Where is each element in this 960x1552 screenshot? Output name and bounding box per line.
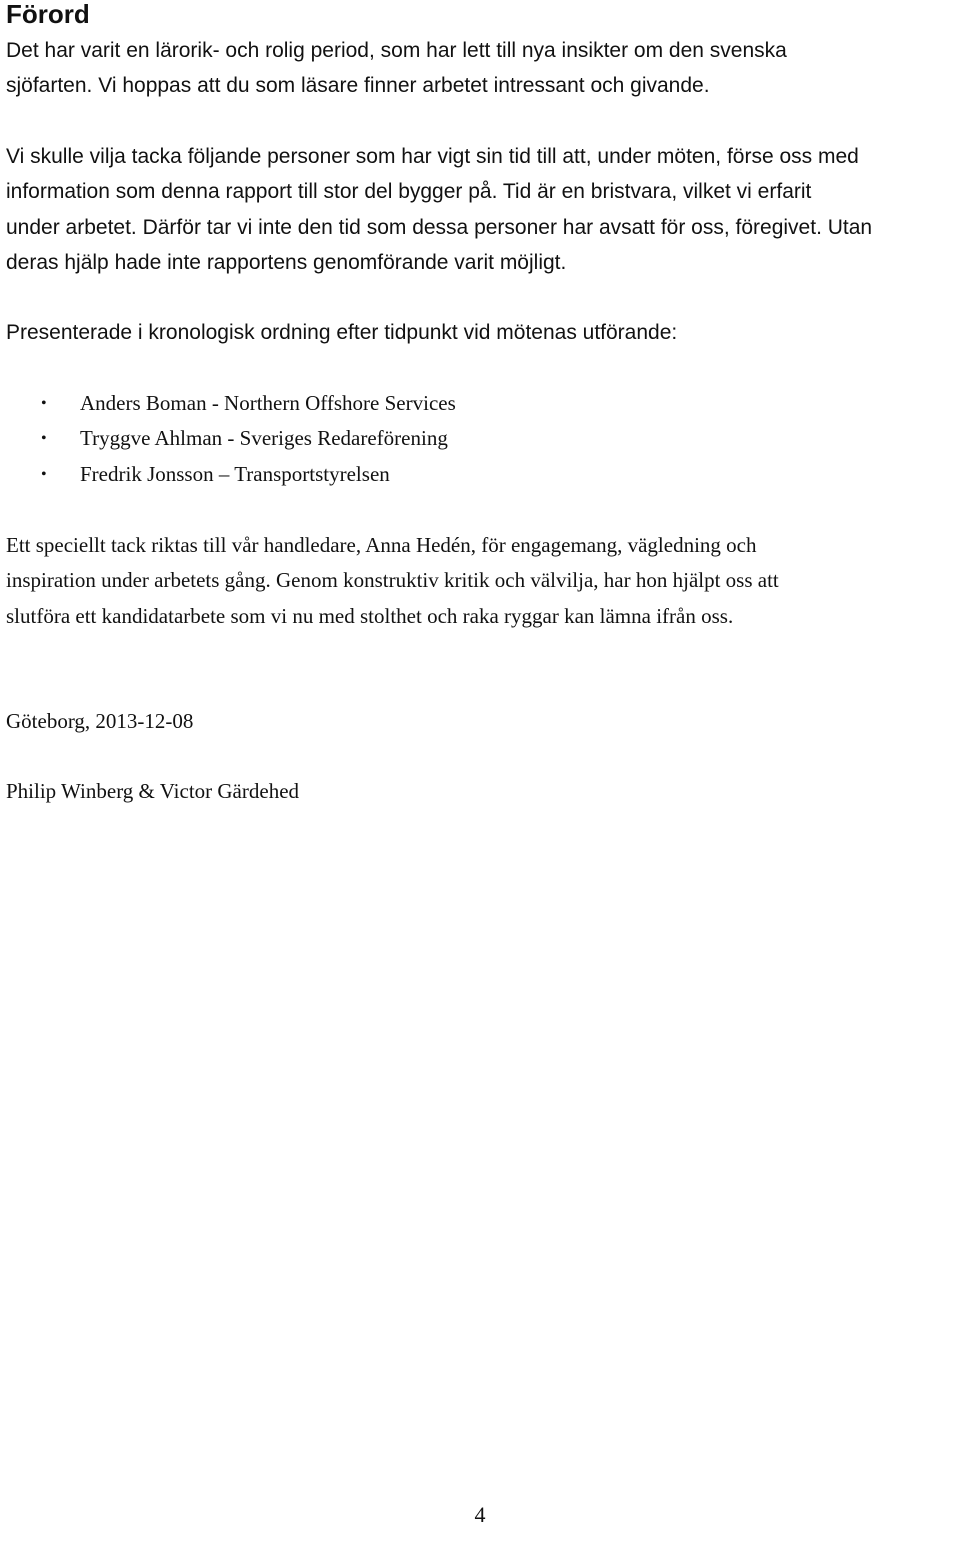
thanks-line: deras hjälp hade inte rapportens genomförande varit möjligt. [6,251,567,275]
special-thanks-line: inspiration under arbetets gång. Genom konstruktiv kritik och välvilja, har hon hjälpt oss att [6,568,779,593]
people-list [6,386,456,492]
person-entry: Anders Boman - Northern Offshore Services [80,391,456,415]
special-thanks-line: Ett speciellt tack riktas till vår handledare, Anna Hedén, för engagemang, vägledning och [6,533,757,557]
intro-line: sjöfarten. Vi hoppas att du som läsare finner arbetet intressant och givande. [6,74,710,98]
thanks-line: Vi skulle vilja tacka följande personer som har vigt sin tid till att, under möten, förse oss med [6,145,859,168]
document-page [6,0,954,1552]
special-thanks-line: slutföra ett kandidatarbete som vi nu med stolthet och raka ryggar kan lämna ifrån oss. [6,603,734,628]
bullet-icon: • [41,465,47,483]
thanks-paragraph [6,139,954,281]
intro-line: Det har varit en lärorik- och rolig period, som har lett till nya insikter om den svenska [6,39,787,62]
page-title: Förord [6,0,90,29]
person-entry: Tryggve Ahlman - Sveriges Redareförening [80,426,448,451]
thanks-line: information som denna rapport till stor del bygger på. Tid är en bristvara, vilket vi erfarit [6,180,812,204]
person-entry: Fredrik Jonsson – Transportstyrelsen [80,461,390,486]
order-intro-paragraph: Presenterade i kronologisk ordning efter tidpunkt vid mötenas utförande: [6,321,678,344]
intro-paragraph [6,33,954,104]
place-date: Göteborg, 2013-12-08 [6,709,194,733]
bullet-icon: • [41,430,47,448]
signature: Philip Winberg & Victor Gärdehed [6,779,300,803]
page-number: 4 [474,1502,486,1527]
list-item [6,457,456,492]
list-item [6,386,456,421]
thanks-line: under arbetet. Därför tar vi inte den tid som dessa personer har avsatt för oss, föregivet. Utan [6,215,873,239]
bullet-icon: • [41,395,47,412]
special-thanks-paragraph [6,528,954,634]
list-item [6,421,456,456]
